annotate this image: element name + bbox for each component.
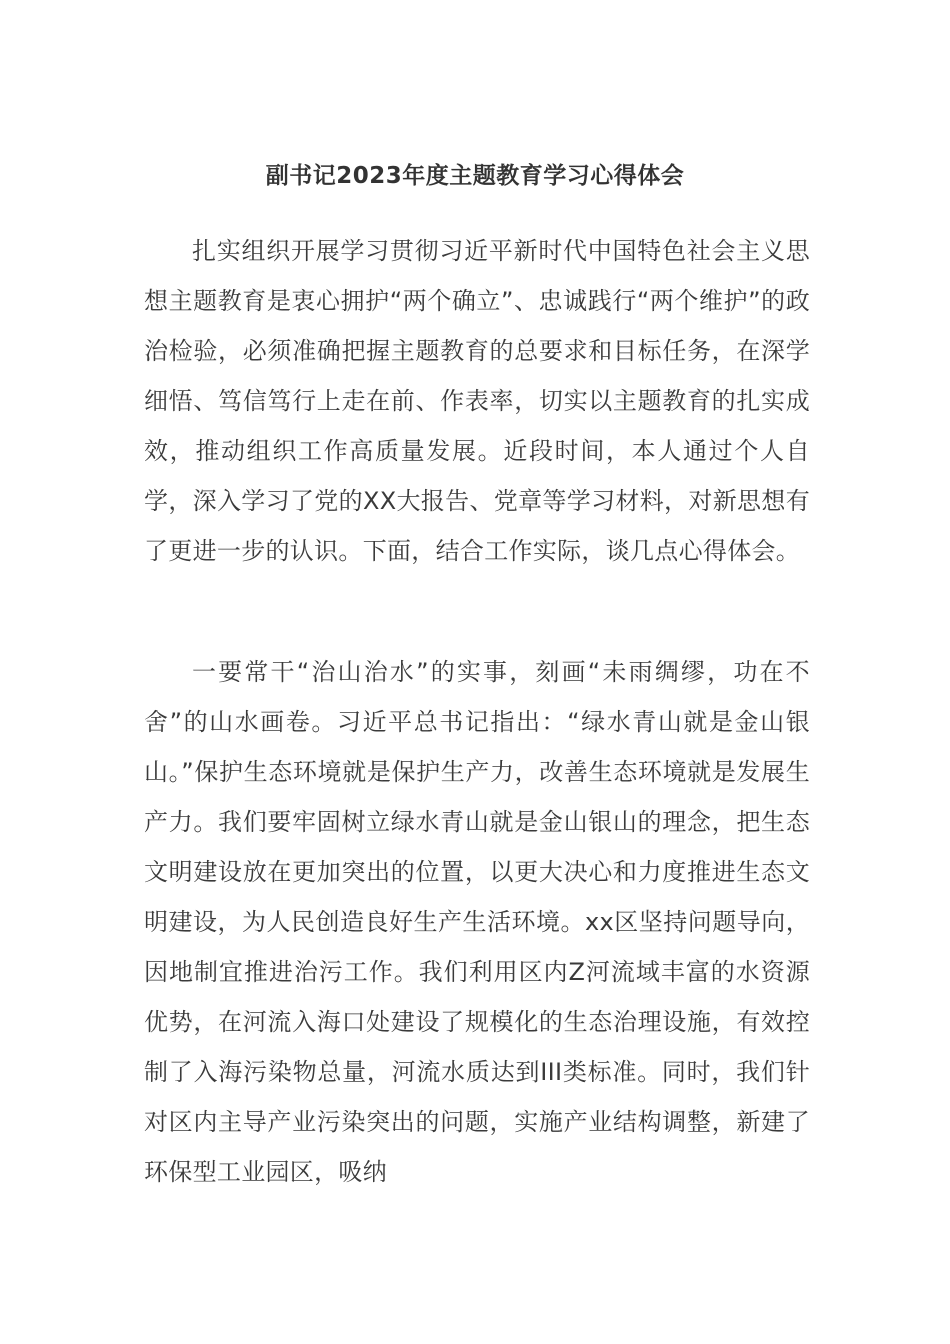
paragraph-point-one: 一要常干“治山治水”的实事，刻画“未雨绸缪，功在不舍”的山水画卷。习近平总书记指出：“绿水青山就是金山银山。”保护生态环境就是保护生产力，改善生态环境就是发展生产力。我们要牢固树立绿水青山就是金山银山的理念，把生态文明建设放在更加突出的位置，以更大决心和力度推进生态文明建设，为人民创造良好生产生活环境。xx区坚持问题导向，因地制宜推进治污工作。我们利用区内Z河流域丰富的水资源优势，在河流入海口处建设了规模化的生态治理设施，有效控制了入海污染物总量，河流水质达到III类标准。同时，我们针对区内主导产业污染突出的问题，实施产业结构调整，新建了环保型工业园区，吸纳 <box>144 658 810 1186</box>
paragraph-intro: 扎实组织开展学习贯彻习近平新时代中国特色社会主义思想主题教育是衷心拥护“两个确立”、忠诚践行“两个维护”的政治检验，必须准确把握主题教育的总要求和目标任务，在深学细悟、笃信笃行上走在前、作表率，切实以主题教育的扎实成效，推动组织工作高质量发展。近段时间，本人通过个人自学，深入学习了党的XX大报告、党章等学习材料，对新思想有了更进一步的认识。下面，结合工作实际，谈几点心得体会。 <box>144 237 810 565</box>
document-title: 副书记2023年度主题教育学习心得体会 <box>265 163 685 189</box>
